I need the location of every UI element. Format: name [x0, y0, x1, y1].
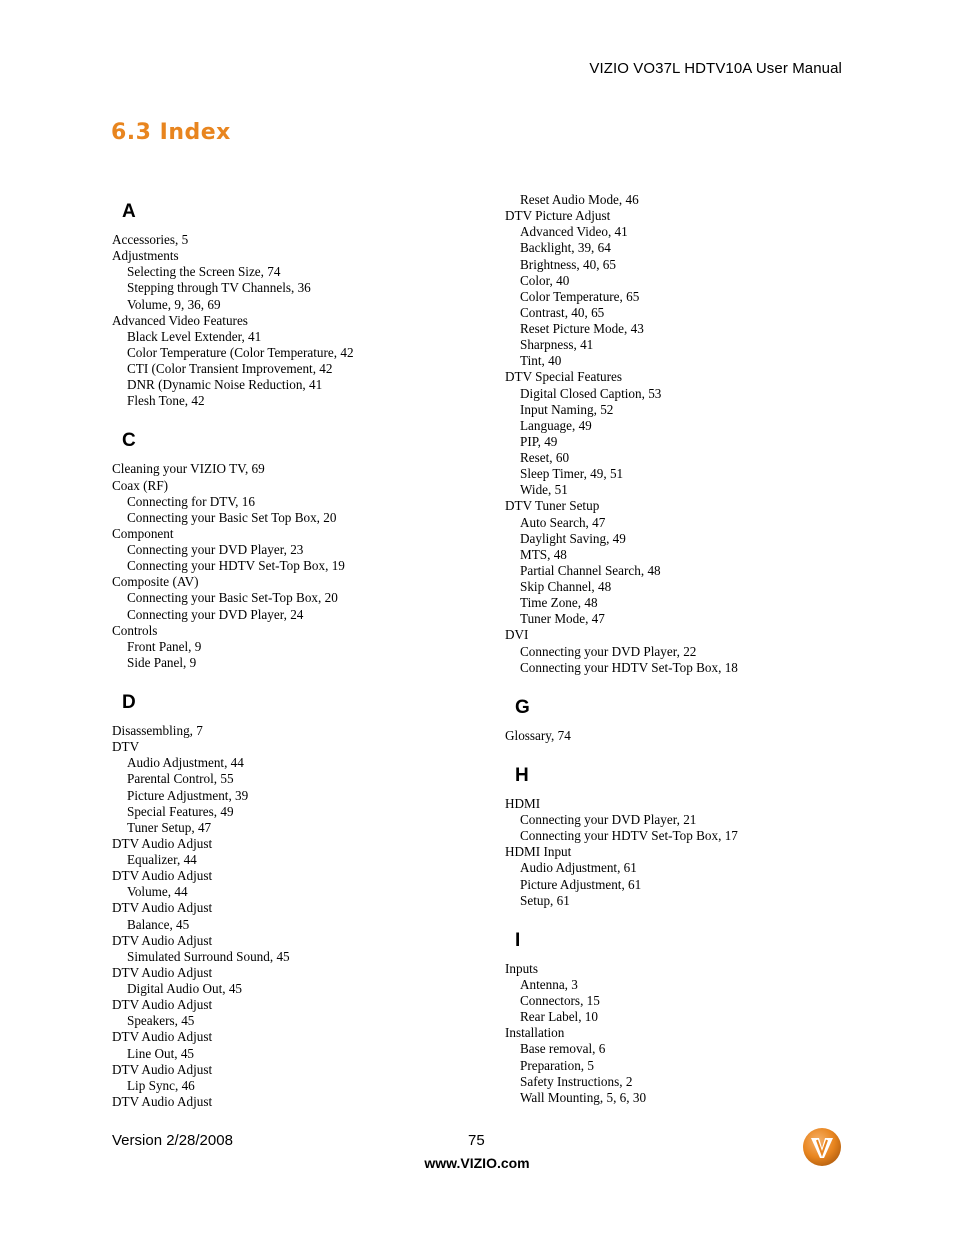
index-subentry: Brightness, 40, 65: [520, 256, 616, 272]
index-subentry: Auto Search, 47: [520, 514, 606, 530]
index-subentry: Contrast, 40, 65: [520, 304, 605, 320]
index-entry: Component: [112, 525, 174, 541]
index-subentry: Daylight Saving, 49: [520, 530, 626, 546]
index-subentry: CTI (Color Transient Improvement, 42: [127, 361, 333, 376]
index-letter-heading: G: [515, 696, 530, 718]
index-subentry: Language, 49: [520, 417, 592, 433]
index-entry: Installation: [505, 1025, 565, 1041]
index-subentry: Sleep Timer, 49, 51: [520, 466, 624, 482]
index-subentry: Picture Adjustment, 61: [520, 876, 642, 892]
index-letter-heading: I: [515, 929, 521, 951]
index-subentry: Reset Picture Mode, 43: [520, 321, 644, 336]
index-entry: Controls: [112, 622, 158, 638]
website-link[interactable]: www.VIZIO.com: [424, 1155, 530, 1171]
index-entry: Cleaning your VIZIO TV, 69: [112, 461, 265, 477]
index-subentry: Simulated Surround Sound, 45: [127, 948, 290, 964]
index-subentry: Wide, 51: [520, 482, 568, 498]
index-subentry: Color Temperature, 65: [520, 288, 640, 304]
index-subentry: Equalizer, 44: [127, 852, 197, 867]
index-subentry: Connecting your DVD Player, 23: [127, 542, 304, 557]
index-subentry: Volume, 44: [127, 884, 188, 900]
index-entry: Adjustments: [112, 248, 179, 264]
index-entry: DTV Audio Adjust: [112, 835, 213, 851]
index-subentry: Reset Audio Mode, 46: [520, 192, 639, 207]
index-subentry: Connecting your DVD Player, 21: [520, 812, 697, 827]
index-subentry: Audio Adjustment, 44: [127, 755, 244, 771]
index-subentry: Connecting your Basic Set Top Box, 20: [127, 509, 337, 525]
index-subentry: Setup, 61: [520, 892, 570, 908]
index-subentry: Connecting your DVD Player, 24: [127, 606, 304, 622]
index-entry: DTV Audio Adjust: [112, 900, 213, 916]
index-subentry: Speakers, 45: [127, 1013, 195, 1029]
index-entry: Composite (AV): [112, 574, 199, 590]
index-subentry: Digital Closed Caption, 53: [520, 385, 662, 401]
index-entry: Accessories, 5: [112, 232, 189, 247]
index-entry: DTV Audio Adjust: [112, 997, 213, 1013]
index-subentry: Color Temperature (Color Temperature, 42: [127, 344, 354, 360]
index-subentry: Connecting your Basic Set-Top Box, 20: [127, 590, 338, 606]
index-subentry: Sharpness, 41: [520, 337, 594, 353]
index-column-right: [505, 192, 905, 1106]
index-subentry: Special Features, 49: [127, 803, 234, 819]
index-subentry: Connectors, 15: [520, 993, 600, 1008]
index-entry: Disassembling, 7: [112, 723, 203, 738]
index-subentry: Safety Instructions, 2: [520, 1073, 633, 1089]
index-entry: DTV Audio Adjust: [112, 1061, 213, 1077]
index-entry: DTV Audio Adjust: [112, 932, 213, 948]
index-subentry: Stepping through TV Channels, 36: [127, 280, 311, 296]
manual-title: VIZIO VO37L HDTV10A User Manual: [589, 60, 842, 77]
index-subentry: Skip Channel, 48: [520, 579, 612, 594]
index-column-left: [112, 201, 492, 1110]
index-subentry: Preparation, 5: [520, 1057, 594, 1073]
index-subentry: Side Panel, 9: [127, 654, 197, 670]
index-entry: DTV Audio Adjust: [112, 1093, 213, 1109]
index-entry: HDMI Input: [505, 844, 572, 860]
index-subentry: Connecting your HDTV Set-Top Box, 18: [520, 659, 738, 675]
index-entry: DTV Audio Adjust: [112, 1029, 213, 1045]
index-subentry: Partial Channel Search, 48: [520, 562, 661, 578]
index-subentry: Line Out, 45: [127, 1045, 195, 1061]
index-subentry: Time Zone, 48: [520, 595, 598, 611]
index-subentry: Balance, 45: [127, 916, 190, 932]
group-spacer: [112, 671, 492, 692]
index-subentry: Connecting your HDTV Set-Top Box, 17: [520, 828, 738, 844]
index-entry: DTV Audio Adjust: [112, 868, 213, 884]
index-entry: Advanced Video Features: [112, 312, 248, 328]
index-subentry: Picture Adjustment, 39: [127, 787, 249, 803]
index-entry: Inputs: [505, 960, 538, 976]
index-subentry: Advanced Video, 41: [520, 224, 628, 240]
index-letter-heading: C: [122, 430, 136, 452]
index-subentry: Input Naming, 52: [520, 401, 614, 417]
index-entry: DTV Special Features: [505, 369, 622, 385]
section-heading: 6.3 Index: [111, 120, 231, 145]
index-subentry: Connecting your DVD Player, 22: [520, 643, 697, 659]
index-subentry: Audio Adjustment, 61: [520, 860, 637, 876]
index-subentry: Tuner Setup, 47: [127, 819, 212, 835]
index-entry: Coax (RF): [112, 477, 169, 493]
vizio-v-logo-icon: [802, 1127, 842, 1167]
index-subentry: Rear Label, 10: [520, 1009, 598, 1025]
index-subentry: Backlight, 39, 64: [520, 240, 611, 256]
index-subentry: Connecting your HDTV Set-Top Box, 19: [127, 558, 345, 574]
index-subentry: Tuner Mode, 47: [520, 611, 605, 627]
index-letter-heading: H: [515, 764, 529, 786]
index-letter-heading: D: [122, 692, 136, 713]
index-entry: DVI: [505, 627, 529, 643]
index-subentry: Antenna, 3: [520, 976, 578, 992]
index-entry: DTV: [112, 739, 140, 755]
index-subentry: Selecting the Screen Size, 74: [127, 264, 281, 280]
index-subentry: Tint, 40: [520, 353, 562, 369]
group-spacer: [505, 744, 905, 765]
index-entry: Glossary, 74: [505, 727, 571, 743]
index-entry: DTV Tuner Setup: [505, 498, 600, 514]
index-subentry: Connecting for DTV, 16: [127, 493, 255, 509]
index-subentry: Parental Control, 55: [127, 771, 234, 787]
page-number: 75: [468, 1132, 485, 1149]
index-entry: HDMI: [505, 795, 541, 811]
index-subentry: Volume, 9, 36, 69: [127, 296, 221, 312]
index-subentry: MTS, 48: [520, 546, 567, 562]
group-spacer: [505, 909, 905, 930]
index-entry: DTV Picture Adjust: [505, 208, 611, 224]
index-subentry: Reset, 60: [520, 450, 570, 465]
index-letter-heading: A: [122, 201, 136, 222]
index-subentry: DNR (Dynamic Noise Reduction, 41: [127, 377, 323, 393]
index-subentry: Front Panel, 9: [127, 638, 202, 654]
index-subentry: Color, 40: [520, 272, 570, 288]
index-subentry: Base removal, 6: [520, 1041, 606, 1057]
index-subentry: Flesh Tone, 42: [127, 393, 205, 409]
index-subentry: Black Level Extender, 41: [127, 328, 262, 344]
index-entry: DTV Audio Adjust: [112, 964, 213, 980]
index-subentry: Digital Audio Out, 45: [127, 981, 243, 996]
index-subentry: PIP, 49: [520, 433, 558, 449]
group-spacer: [112, 409, 492, 430]
index-subentry: Wall Mounting, 5, 6, 30: [520, 1089, 647, 1105]
version-text: Version 2/28/2008: [112, 1132, 233, 1149]
index-subentry: Lip Sync, 46: [127, 1077, 195, 1093]
group-spacer: [505, 676, 905, 697]
